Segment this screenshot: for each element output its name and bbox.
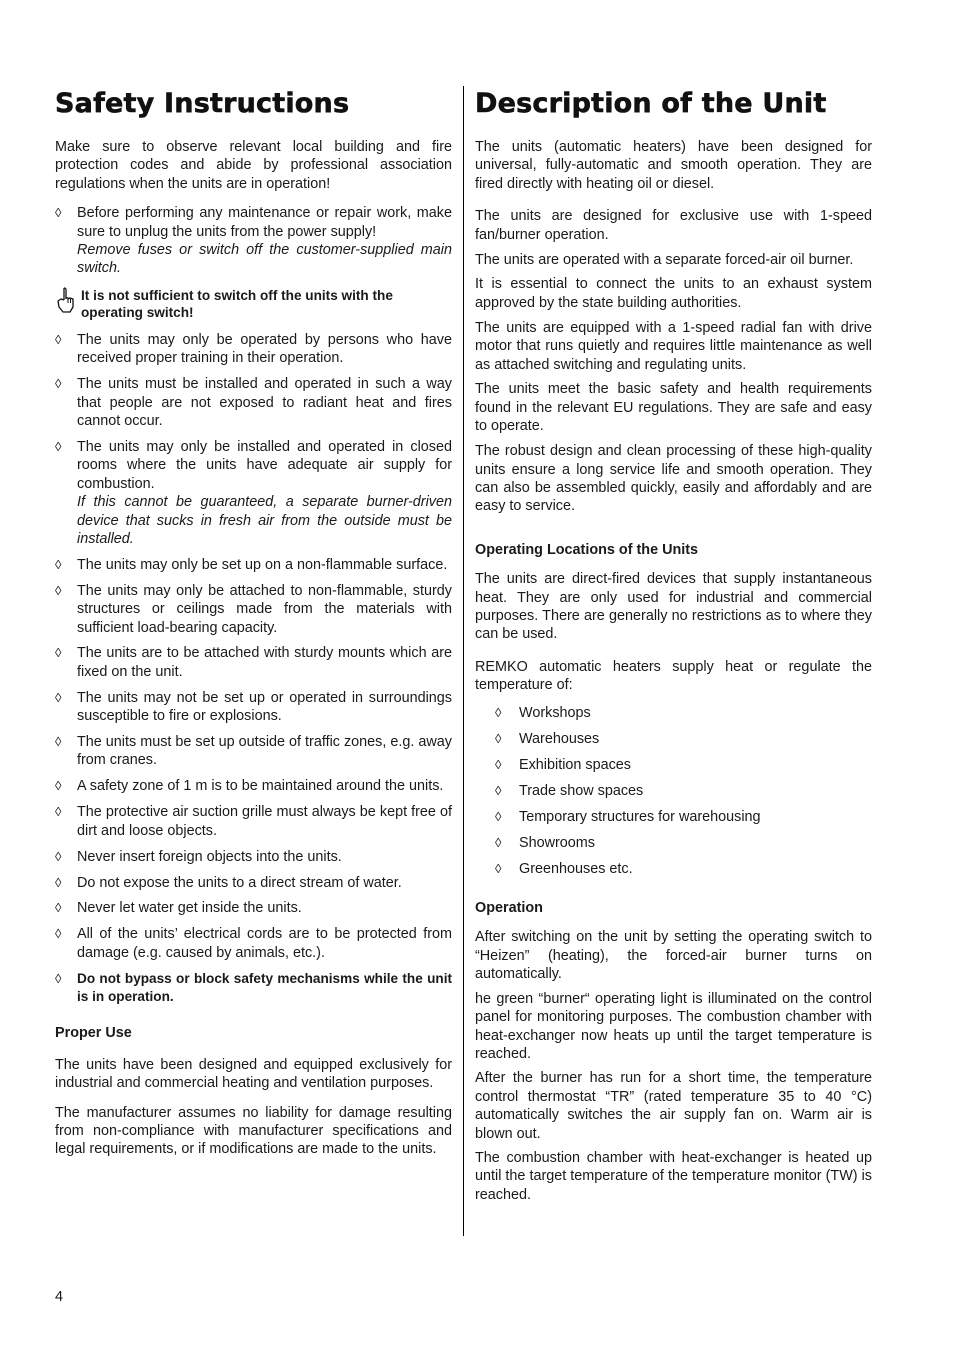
- diamond-bullet-icon: ◊: [55, 900, 62, 916]
- location-label: Temporary structures for warehousing: [519, 808, 761, 825]
- description-paragraph: The units are designed for exclusive use with 1-speed fan/burner operation.: [475, 208, 872, 243]
- diamond-bullet-icon: ◊: [495, 730, 502, 746]
- list-item: [55, 874, 452, 892]
- locations-paragraph: The units are direct-fired devices that supply instantaneous heat. They are only used for industrial and commercial purposes. There are generally no restrictions as to where they can be used.: [475, 571, 872, 643]
- bullet-text: All of the units’ electrical cords are to be protected from damage (e.g. caused by animals, etc.).: [77, 926, 452, 961]
- list-item: [55, 438, 452, 548]
- location-item: [475, 756, 872, 774]
- bullet-text: Do not expose the units to a direct stream of water.: [77, 874, 402, 891]
- location-item: [475, 704, 872, 722]
- proper-use-heading: Proper Use: [55, 1025, 132, 1042]
- unit-description-title: Description of the Unit: [475, 88, 827, 119]
- diamond-bullet-icon: ◊: [55, 804, 62, 820]
- list-item: [55, 925, 452, 962]
- location-item: [475, 860, 872, 878]
- location-label: Greenhouses etc.: [519, 860, 633, 877]
- proper-use-paragraph: The manufacturer assumes no liability for damage resulting from non-compliance with manufacturer specifications and legal requirements, or if modifications are made to the units.: [55, 1104, 452, 1158]
- warning-text: It is not sufficient to switch off the units with the operating switch!: [81, 287, 393, 320]
- list-item: [55, 848, 452, 866]
- diamond-bullet-icon: ◊: [55, 582, 62, 598]
- bullet-text: Never let water get inside the units.: [77, 900, 302, 917]
- bullet-text: The units must be installed and operated in such a way that people are not exposed to radiant heat and fires cannot occur.: [77, 376, 452, 429]
- operation-paragraph: he green “burner“ operating light is illuminated on the control panel for monitoring purposes. The combustion chamber with heat-exchanger now heats up until the target temperature is reached.: [475, 990, 872, 1062]
- bullet-text: The units are to be attached with sturdy mounts which are fixed on the unit.: [77, 645, 452, 680]
- proper-use-paragraph: The units have been designed and equipped exclusively for industrial and commercial heating and ventilation purposes.: [55, 1056, 452, 1092]
- operation-heading: Operation: [475, 900, 543, 917]
- operation-paragraph: The combustion chamber with heat-exchanger is heated up until the target temperature of the temperature monitor (TW) is reached.: [475, 1149, 872, 1203]
- diamond-bullet-icon: ◊: [55, 645, 62, 661]
- bullet-text: The units may only be installed and operated in closed rooms where the units have adequate air supply for combustion.: [77, 438, 452, 492]
- pointing-hand-icon: [55, 287, 81, 317]
- list-item: [55, 777, 452, 795]
- list-item: [55, 733, 452, 770]
- diamond-bullet-icon: ◊: [55, 734, 62, 750]
- operating-locations-heading: Operating Locations of the Units: [475, 541, 699, 558]
- description-paragraph: It is essential to connect the units to an exhaust system approved by the state building authorities.: [475, 276, 872, 311]
- bullet-text: The units may only be attached to non-flammable, sturdy structures or ceilings made from the materials with sufficient load-bearing capacity.: [77, 582, 452, 636]
- diamond-bullet-icon: ◊: [495, 860, 502, 876]
- bullet-italic-note: If this cannot be guaranteed, a separate burner-driven device that sucks in fresh air from the outside must be installed.: [77, 494, 452, 547]
- diamond-bullet-icon: ◊: [495, 808, 502, 824]
- diamond-bullet-icon: ◊: [55, 331, 62, 347]
- bullet-text: The protective air suction grille must always be kept free of dirt and loose objects.: [77, 804, 452, 839]
- bullet-text: The units must be set up outside of traffic zones, e.g. away from cranes.: [77, 734, 452, 769]
- diamond-bullet-icon: ◊: [55, 556, 62, 572]
- location-item: [475, 808, 872, 826]
- description-paragraph: The units are operated with a separate forced-air oil burner.: [475, 251, 854, 268]
- location-label: Trade show spaces: [519, 782, 644, 799]
- description-paragraph: The units are equipped with a 1-speed radial fan with drive motor that runs quietly and requires little maintenance as well as attached switching and regulating units.: [475, 319, 872, 373]
- list-item: [55, 803, 452, 840]
- location-label: Warehouses: [519, 730, 600, 747]
- unit-description-column: [475, 86, 872, 1204]
- list-item: [55, 689, 452, 726]
- diamond-bullet-icon: ◊: [495, 704, 502, 720]
- list-item: [55, 899, 452, 917]
- bullet-text: The units may only be set up on a non-flammable surface.: [77, 556, 448, 573]
- description-paragraph: The robust design and clean processing of these high-quality units ensure a long service life and smooth operation. They can also be assembled quickly, easily and affordably and are easy to service.: [475, 443, 872, 515]
- safety-instructions-title: Safety Instructions: [55, 88, 350, 119]
- diamond-bullet-icon: ◊: [495, 782, 502, 798]
- description-paragraph: The units (automatic heaters) have been designed for universal, fully-automatic and smooth operation. They are fired directly with heating oil or diesel.: [475, 139, 872, 192]
- diamond-bullet-icon: ◊: [55, 689, 62, 705]
- diamond-bullet-icon: ◊: [55, 205, 62, 221]
- location-label: Exhibition spaces: [519, 756, 631, 773]
- list-item: [55, 331, 452, 368]
- list-item: [55, 375, 452, 430]
- warning-note: [55, 287, 452, 321]
- diamond-bullet-icon: ◊: [55, 926, 62, 942]
- bullet-text: Never insert foreign objects into the units.: [77, 848, 342, 865]
- diamond-bullet-icon: ◊: [55, 874, 62, 890]
- location-label: Showrooms: [519, 834, 595, 851]
- page-number: 4: [55, 1289, 64, 1305]
- list-item: [55, 556, 452, 574]
- diamond-bullet-icon: ◊: [55, 376, 62, 392]
- bullet-text: A safety zone of 1 m is to be maintained around the units.: [77, 778, 444, 795]
- column-divider: [463, 86, 464, 1236]
- locations-paragraph: REMKO automatic heaters supply heat or regulate the temperature of:: [475, 658, 872, 694]
- safety-intro: Make sure to observe relevant local building and fire protection codes and abide by professional association regulations when the units are in operation!: [55, 139, 452, 192]
- bullet-italic-note: Remove fuses or switch off the customer-supplied main switch.: [77, 242, 452, 277]
- safety-instructions-column: [55, 86, 452, 1159]
- location-label: Workshops: [519, 704, 591, 721]
- diamond-bullet-icon: ◊: [495, 756, 502, 772]
- location-item: [475, 834, 872, 852]
- location-item: [475, 782, 872, 800]
- list-item: [55, 204, 452, 278]
- diamond-bullet-icon: ◊: [55, 778, 62, 794]
- location-item: [475, 730, 872, 748]
- bullet-text: The units may only be operated by persons who have received proper training in their operation.: [77, 331, 452, 367]
- diamond-bullet-icon: ◊: [55, 848, 62, 864]
- operation-paragraph: After the burner has run for a short time, the temperature control thermostat “TR” (rated temperature 35 to 40 °C) automatically switches the air supply fan on. Warm air is blown out.: [475, 1070, 872, 1142]
- list-item: [55, 970, 452, 1007]
- operation-paragraph: After switching on the unit by setting the operating switch to “Heizen” (heating), the forced-air burner turns on automatically.: [475, 929, 872, 983]
- bullet-text: Before performing any maintenance or repair work, make sure to unplug the units from the power supply!: [77, 205, 452, 240]
- description-paragraph: The units meet the basic safety and health requirements found in the relevant EU regulations. They are safe and easy to operate.: [475, 381, 872, 435]
- diamond-bullet-icon: ◊: [55, 438, 62, 454]
- diamond-bullet-icon: ◊: [55, 970, 62, 986]
- bullet-text: The units may not be set up or operated in surroundings susceptible to fire or explosions.: [77, 689, 452, 725]
- diamond-bullet-icon: ◊: [495, 834, 502, 850]
- list-item: [55, 582, 452, 637]
- list-item: [55, 644, 452, 681]
- bullet-bold-text: Do not bypass or block safety mechanisms while the unit is in operation.: [77, 970, 452, 1005]
